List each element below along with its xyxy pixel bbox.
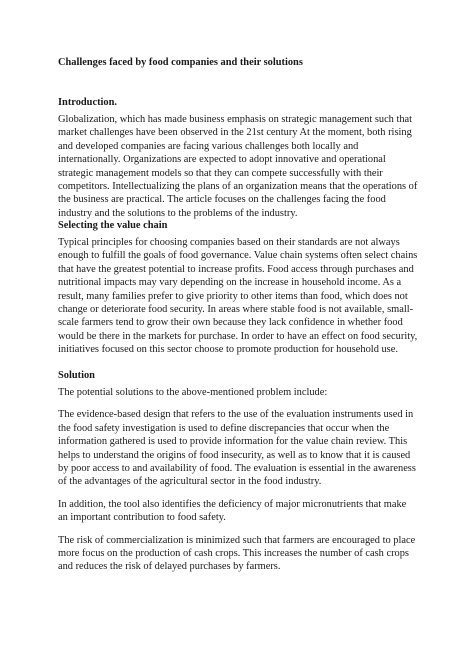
section-solution-body [58,386,418,574]
section-solution [58,369,418,382]
introduction-paragraph: Globalization, which has made business emphasis on strategic management such that market challenges have been observed in the 21st century At the moment, both rising and developed companies are facing various challenges both locally and internationally. Organizations are expected to adopt innovative and operational strategic management models so that they can compete successfully with their competitors. Intellectualizing the plans of an organization means that the operations of the business are practical. The article focuses on the challenges facing the food industry and the solutions to the problems of the industry. [58,114,418,219]
section-heading-value-chain: Selecting the value chain [58,220,168,231]
section-introduction [58,96,418,109]
solution-commercialization-paragraph: The risk of commercialization is minimized such that farmers are encouraged to place more focus on the production of cash crops. This increases the number of cash crops and reduces the risk of delayed purchases by farmers. [58,534,416,573]
document-title-block [58,56,418,69]
document-title: Challenges faced by food companies and their solutions [58,57,303,68]
section-heading-introduction: Introduction. [58,97,117,108]
section-value-chain-body [58,236,418,357]
solution-tool-paragraph: In addition, the tool also identifies the deficiency of major micronutrients that make an important contribution to food safety. [58,498,407,524]
section-introduction-body [58,113,418,220]
value-chain-paragraph: Typical principles for choosing companies based on their standards are not always enough to fulfill the goals of food governance. Value chain systems often select chains that have the greatest potential to increase profits. Food access through purchases and nutritional impacts may vary depending on the increase in household income. As a result, many families prefer to give priority to other items than food, which does not change or deteriorate food security. In areas where stable food is not available, small-scale farmers tend to grow their own because they lack confidence in whether food would be there in the markets for purchase. In order to have an effect on food security, initiatives focused on this sector choose to promote production for household use. [58,237,418,356]
solution-intro-paragraph: The potential solutions to the above-mentioned problem include: [58,387,328,398]
solution-evidence-paragraph: The evidence-based design that refers to the use of the evaluation instruments used in the food safety investigation is used to define discrepancies that occur when the information gathered is used to provide information for the value chain review. This helps to understand the origins of food insecurity, as well as to know that it is caused by poor access to and availability of food. The evaluation is essential in the awareness of the advantages of the agricultural sector in the food industry. [58,409,416,488]
section-value-chain [58,219,418,232]
section-heading-solution: Solution [58,370,95,381]
